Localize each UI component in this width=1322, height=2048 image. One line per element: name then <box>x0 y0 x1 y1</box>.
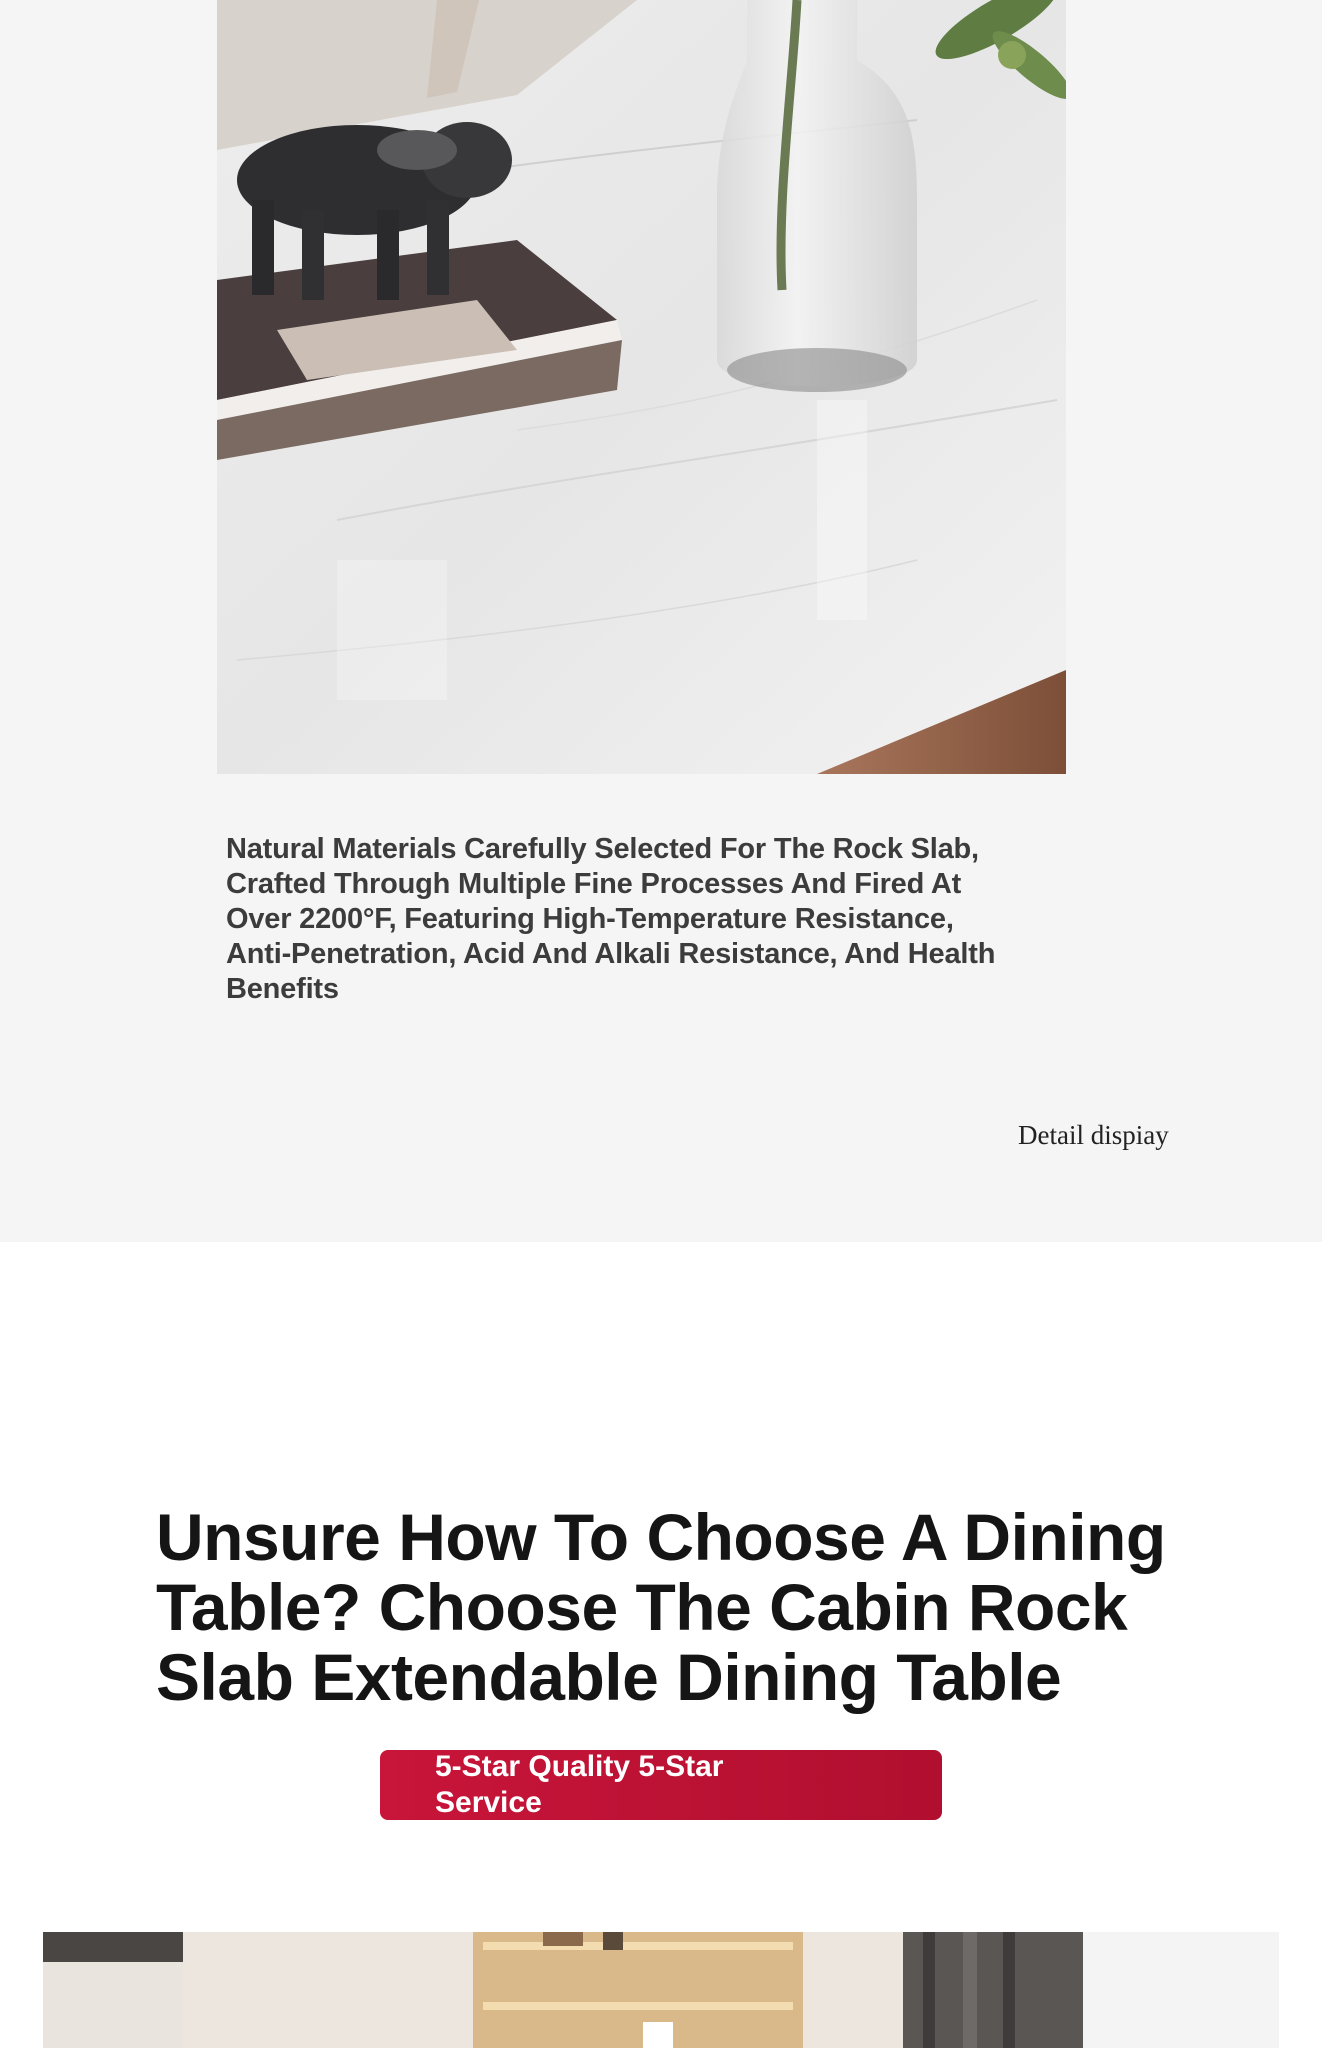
promo-headline: Unsure How To Choose A Dining Table? Choose The Cabin Rock Slab Extendable Dining Table <box>156 1500 1166 1714</box>
dining-room-photo <box>43 1932 1279 2048</box>
quality-badge-label: 5-Star Quality 5-Star Service <box>435 1750 724 1819</box>
rock-slab-table-photo <box>217 0 1066 774</box>
quality-badge <box>380 1750 942 1820</box>
material-description: Natural Materials Carefully Selected For The Rock Slab, Crafted Through Multiple Fine Processes And Fired At Over 2200°F, Featuring High-Temperature Resistance, Anti-Penetration, Acid And Alkali Resistance, And Health Benefits <box>226 833 996 1005</box>
detail-display-label: Detail dispiay <box>1018 1120 1169 1150</box>
